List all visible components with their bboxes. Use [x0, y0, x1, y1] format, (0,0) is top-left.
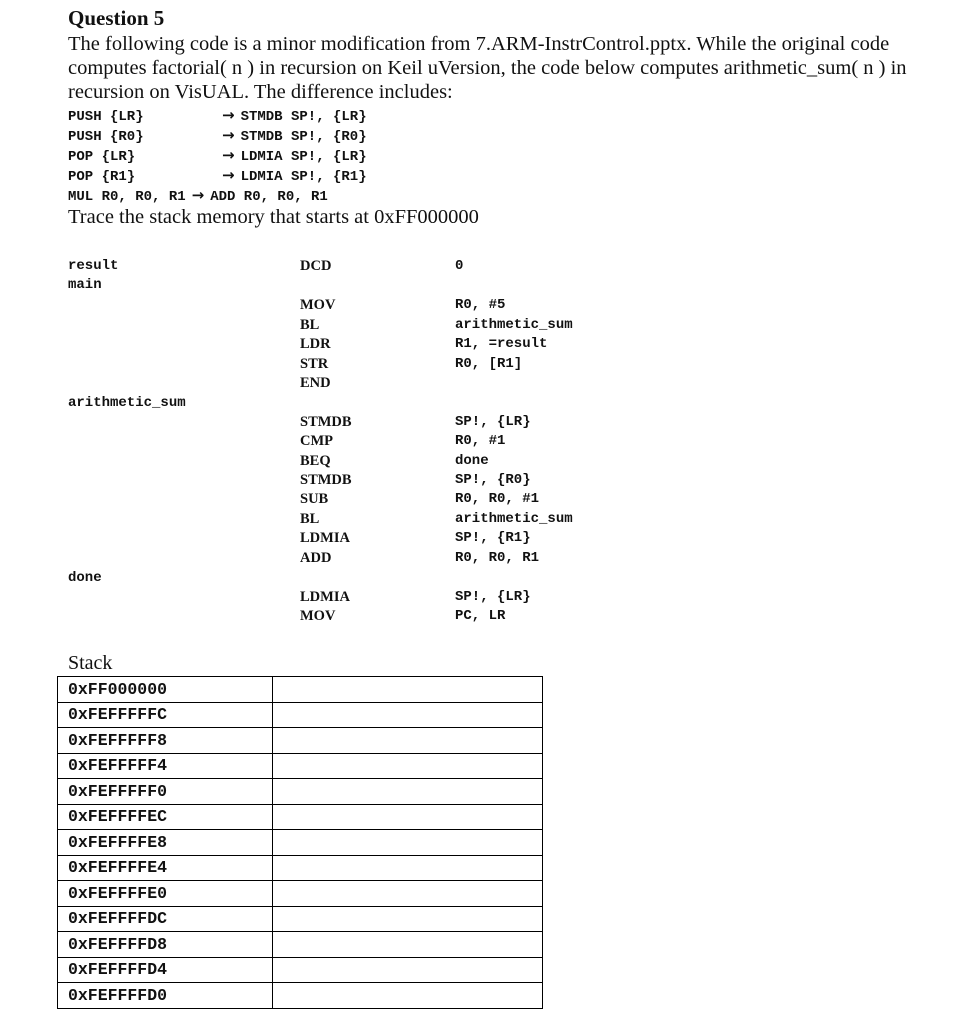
stack-address: 0xFEFFFFDC [58, 906, 273, 932]
code-opcode: STMDB [300, 414, 352, 430]
code-operand: arithmetic_sum [455, 511, 573, 527]
code-operand: SP!, {R0} [455, 472, 531, 488]
code-label-result: result [68, 258, 119, 274]
stack-row [58, 881, 543, 907]
code-opcode: STMDB [300, 472, 352, 488]
stack-value-cell[interactable] [273, 830, 543, 856]
code-operand: SP!, {LR} [455, 589, 531, 605]
stack-value-cell[interactable] [273, 906, 543, 932]
code-opcode: MOV [300, 297, 336, 313]
stack-row [58, 728, 543, 754]
code-operand: R0, #1 [455, 433, 506, 449]
arrow-icon: → [222, 126, 235, 144]
code-opcode: BL [300, 317, 320, 333]
stack-address: 0xFEFFFFF4 [58, 753, 273, 779]
stack-address: 0xFEFFFFF0 [58, 779, 273, 805]
change-replacement: LDMIA SP!, {R1} [240, 169, 367, 185]
arrow-icon: → [191, 186, 205, 204]
change-line [68, 126, 367, 145]
change-original: PUSH {LR} [68, 109, 144, 125]
question-intro: The following code is a minor modification from 7.ARM-InstrControl.pptx. While the original code computes factorial( n ) in recursion on Keil uVersion, the code below computes arithmetic_sum( n ) in recursion on VisUAL. The difference includes: [68, 33, 907, 103]
code-operand: SP!, {LR} [455, 414, 531, 430]
stack-address: 0xFEFFFFF8 [58, 728, 273, 754]
trace-instruction: Trace the stack memory that starts at 0xFF000000 [68, 206, 479, 228]
code-operand: R0, [R1] [455, 356, 523, 372]
stack-value-cell[interactable] [273, 779, 543, 805]
stack-row [58, 677, 543, 703]
stack-address: 0xFF000000 [58, 677, 273, 703]
stack-value-cell[interactable] [273, 881, 543, 907]
change-replacement: STMDB SP!, {R0} [240, 129, 367, 145]
code-opcode: LDMIA [300, 589, 350, 605]
change-original: PUSH {R0} [68, 129, 144, 145]
code-operand: R0, R0, #1 [455, 491, 540, 507]
code-operand: PC, LR [455, 608, 506, 624]
code-operand: SP!, {R1} [455, 530, 531, 546]
code-opcode: CMP [300, 433, 334, 449]
stack-value-cell[interactable] [273, 932, 543, 958]
code-operand: R0, R0, R1 [455, 550, 540, 566]
stack-row [58, 753, 543, 779]
stack-row [58, 906, 543, 932]
code-opcode: END [300, 375, 331, 391]
stack-value-cell[interactable] [273, 702, 543, 728]
code-operand: R1, =result [455, 336, 548, 352]
code-operand: arithmetic_sum [455, 317, 573, 333]
stack-value-cell[interactable] [273, 677, 543, 703]
code-opcode: DCD [300, 258, 332, 274]
code-label-done: done [68, 570, 102, 586]
change-line [68, 166, 367, 185]
stack-value-cell[interactable] [273, 983, 543, 1009]
code-opcode: STR [300, 356, 329, 372]
code-operand: 0 [455, 258, 464, 274]
code-opcode: LDMIA [300, 530, 350, 546]
arrow-icon: → [222, 106, 235, 124]
stack-row [58, 983, 543, 1009]
change-original: POP {LR} [68, 149, 136, 165]
stack-address: 0xFEFFFFE0 [58, 881, 273, 907]
code-opcode: SUB [300, 491, 329, 507]
stack-table [57, 676, 543, 1009]
stack-address: 0xFEFFFFD8 [58, 932, 273, 958]
arrow-icon: → [222, 146, 235, 164]
code-opcode: ADD [300, 550, 332, 566]
code-operand: done [455, 453, 489, 469]
change-original: POP {R1} [68, 169, 136, 185]
stack-row [58, 830, 543, 856]
code-opcode: MOV [300, 608, 336, 624]
stack-value-cell[interactable] [273, 855, 543, 881]
stack-address: 0xFEFFFFE8 [58, 830, 273, 856]
code-opcode: BEQ [300, 453, 331, 469]
stack-value-cell[interactable] [273, 957, 543, 983]
question-title: Question 5 [68, 6, 165, 30]
stack-title: Stack [68, 652, 113, 674]
change-original: MUL R0, R0, R1 [68, 189, 186, 205]
stack-value-cell[interactable] [273, 804, 543, 830]
change-replacement: LDMIA SP!, {LR} [240, 149, 367, 165]
stack-row [58, 804, 543, 830]
stack-address: 0xFEFFFFEC [58, 804, 273, 830]
change-replacement: STMDB SP!, {LR} [240, 109, 367, 125]
stack-row [58, 779, 543, 805]
stack-value-cell[interactable] [273, 753, 543, 779]
change-line [68, 186, 328, 205]
stack-row [58, 702, 543, 728]
code-opcode: BL [300, 511, 320, 527]
stack-row [58, 932, 543, 958]
stack-value-cell[interactable] [273, 728, 543, 754]
code-operand: R0, #5 [455, 297, 506, 313]
code-opcode: LDR [300, 336, 331, 352]
code-label-arithmetic-sum: arithmetic_sum [68, 395, 186, 411]
stack-address: 0xFEFFFFFC [58, 702, 273, 728]
arrow-icon: → [222, 166, 235, 184]
code-label-main: main [68, 277, 102, 293]
stack-row [58, 855, 543, 881]
stack-address: 0xFEFFFFE4 [58, 855, 273, 881]
change-replacement: ADD R0, R0, R1 [210, 189, 328, 205]
stack-address: 0xFEFFFFD0 [58, 983, 273, 1009]
change-line [68, 106, 367, 125]
stack-row [58, 957, 543, 983]
stack-address: 0xFEFFFFD4 [58, 957, 273, 983]
change-line [68, 146, 367, 165]
